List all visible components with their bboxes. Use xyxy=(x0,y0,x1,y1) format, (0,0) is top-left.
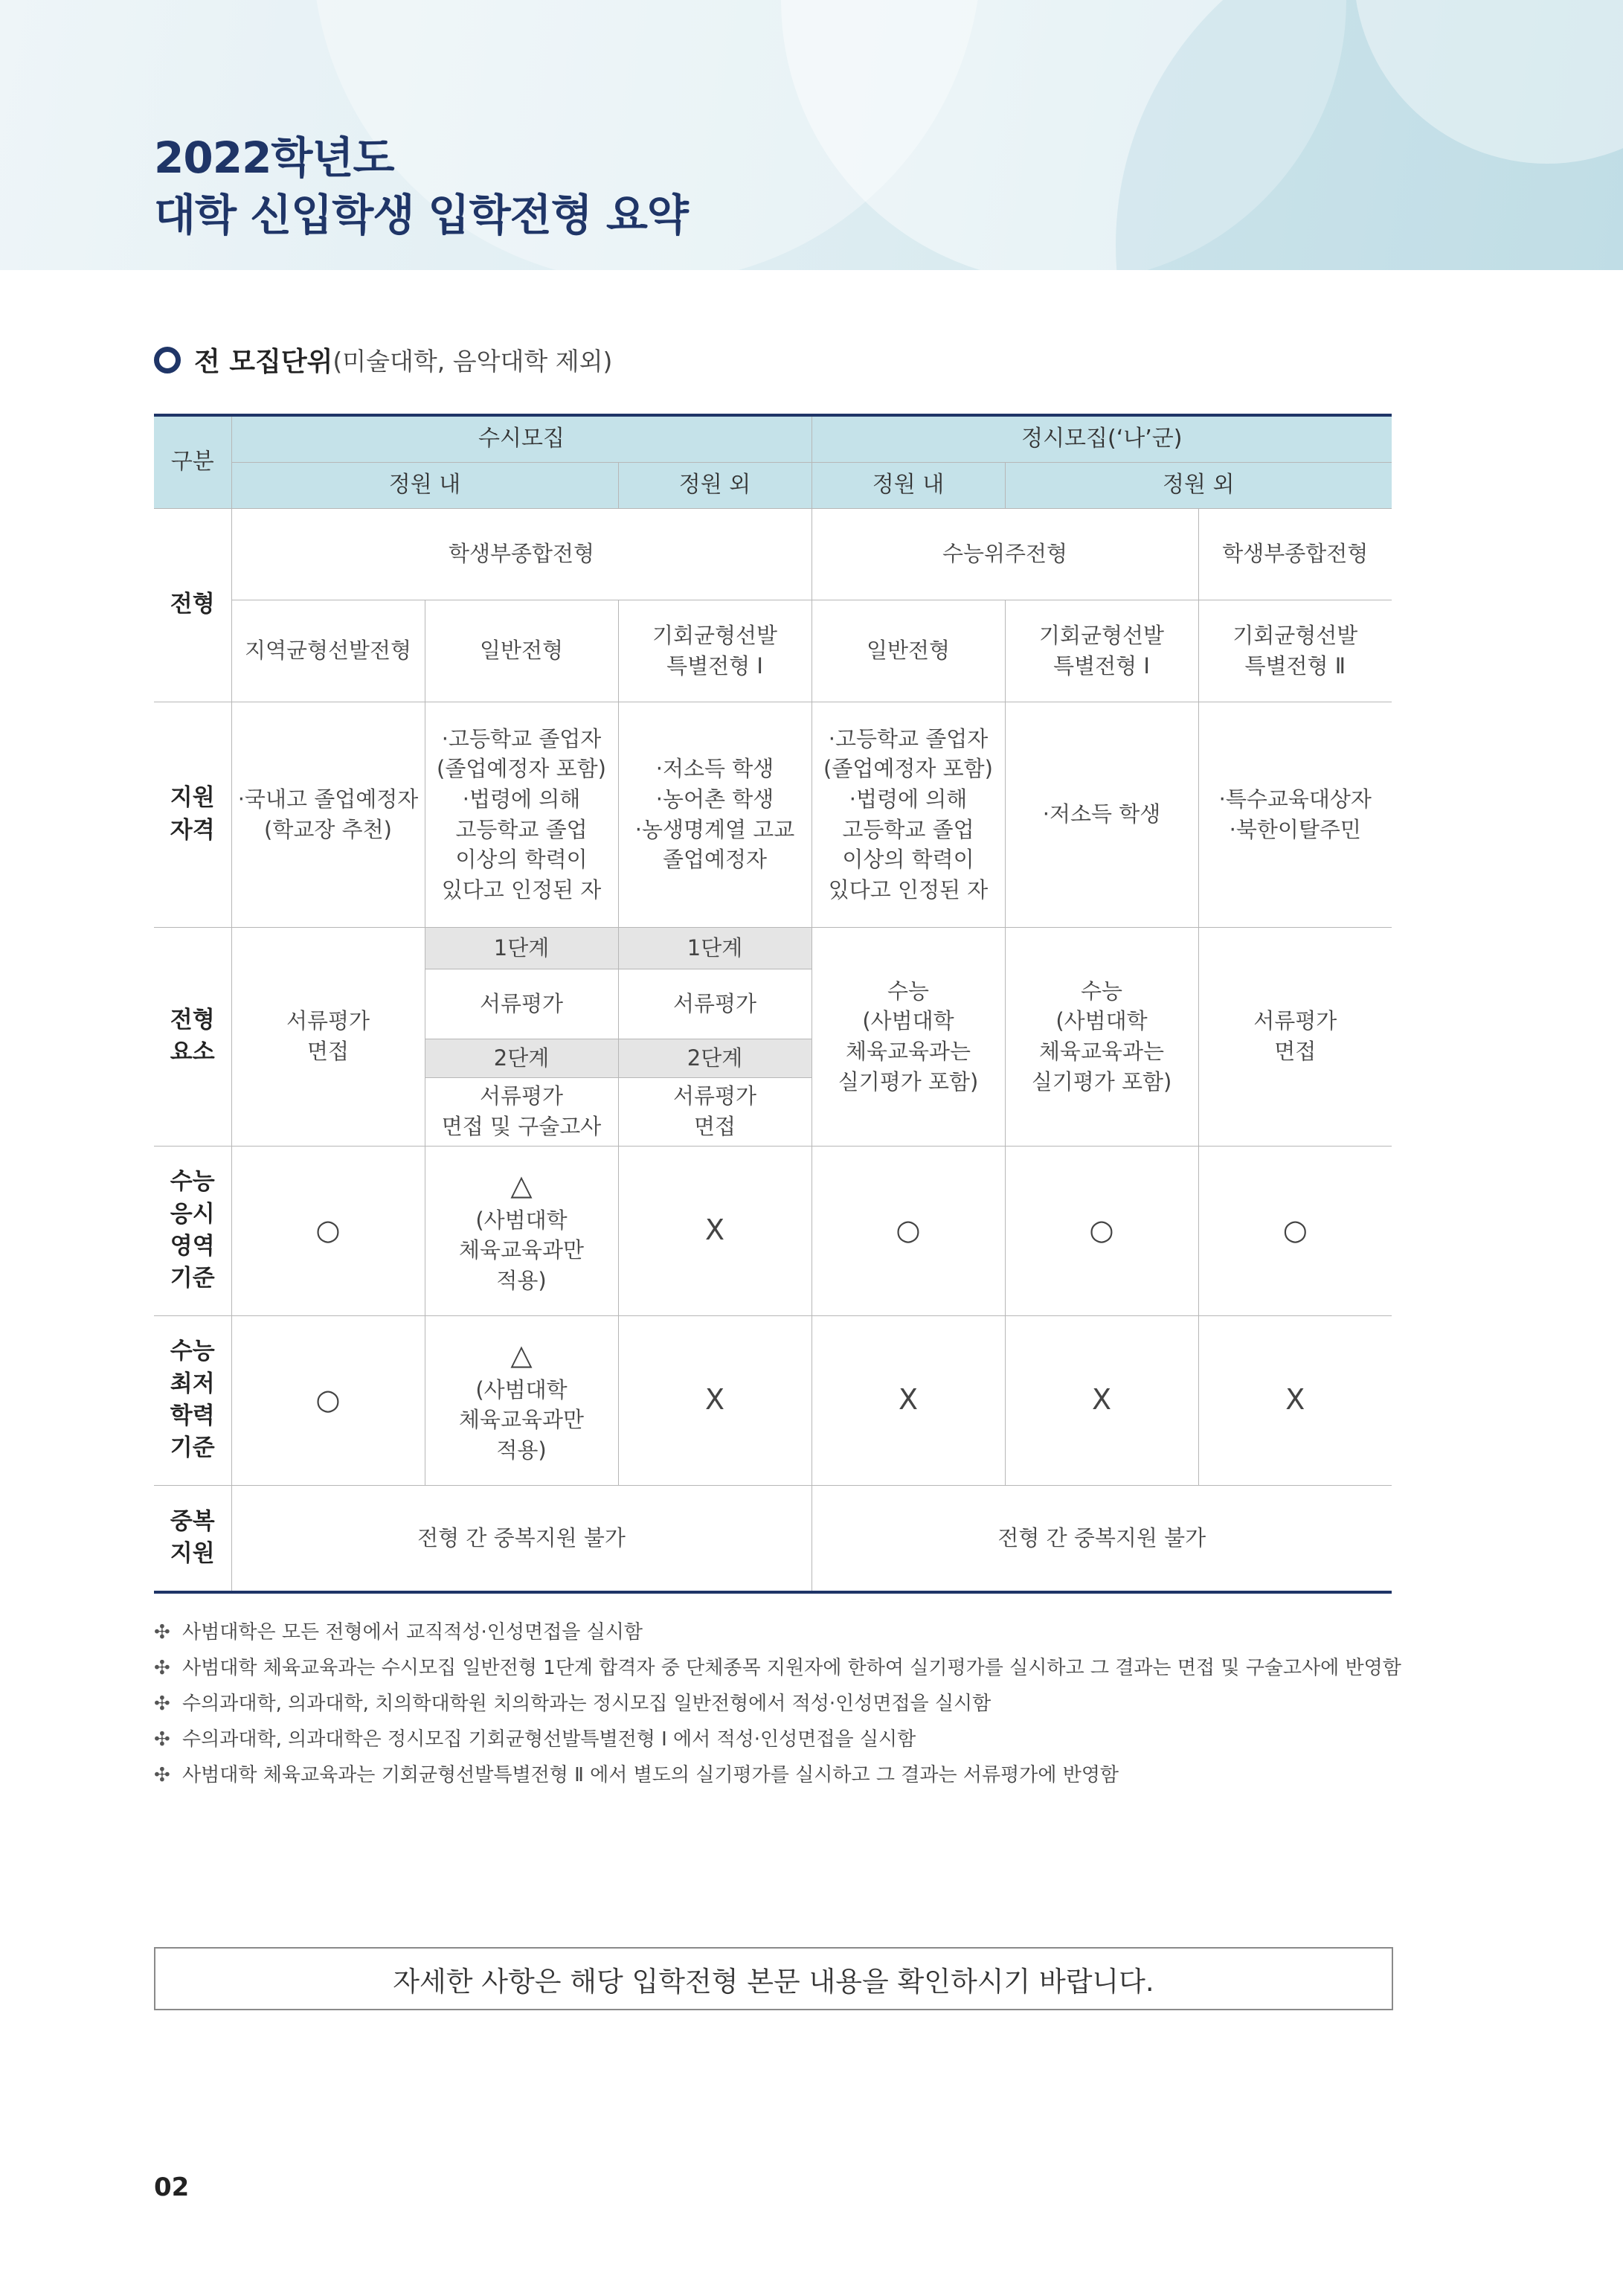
csat-min-cell xyxy=(1005,1315,1198,1485)
cell-line: ·법령에 의해 xyxy=(462,786,581,812)
cell-line: (졸업예정자 포함) xyxy=(437,756,606,782)
cell-line: 고등학교 졸업 xyxy=(842,816,974,842)
stage-label: 2단계 xyxy=(425,1039,618,1077)
jeongsi-header: 정시모집(‘나’군) xyxy=(812,415,1392,462)
cell-line: ·법령에 의해 xyxy=(849,786,968,812)
eligibility-cell xyxy=(425,702,618,927)
cell-line: 있다고 인정된 자 xyxy=(441,876,602,902)
cell-line: 이상의 학력이 xyxy=(455,847,588,873)
cell-line: 전형 xyxy=(170,1006,215,1033)
quota-out-header: 정원 외 xyxy=(1005,462,1392,508)
elements-cell xyxy=(1198,927,1392,1146)
page-title: 대학 신입학생 입학전형 요약 xyxy=(154,190,688,240)
cell-line: 기준 xyxy=(170,1265,215,1292)
row-label-eligibility xyxy=(154,702,231,927)
row-label-duplicate xyxy=(154,1485,231,1592)
csat-area-cell xyxy=(812,1146,1005,1315)
elements-cell xyxy=(812,927,1005,1146)
csat-area-cell xyxy=(618,1146,812,1315)
cell-line: 면접 xyxy=(1274,1039,1317,1064)
cell-line: 자격 xyxy=(170,816,215,844)
type-cell xyxy=(425,600,618,702)
cell-line: ○ xyxy=(1282,1213,1308,1247)
footnote-text: 수의과대학, 의과대학, 치의학대학원 치의학과는 정시모집 일반전형에서 적성·인성면접을 실시함 xyxy=(182,1693,992,1715)
footnote xyxy=(154,1722,1401,1757)
type-cell xyxy=(812,600,1005,702)
footnotes xyxy=(154,1614,1401,1793)
cell-line: 기준 xyxy=(170,1434,215,1462)
cell-line: ·농어촌 학생 xyxy=(655,786,774,812)
footnote-text: 사범대학 체육교육과는 기회균형선발특별전형 Ⅱ 에서 별도의 실기평가를 실시하고 그 결과는 서류평가에 반영함 xyxy=(182,1764,1119,1786)
cell-line: 특별전형 Ⅱ xyxy=(1244,652,1346,679)
csat-area-cell xyxy=(1005,1146,1198,1315)
notice-text: 자세한 사항은 해당 입학전형 본문 내용을 확인하시기 바랍니다. xyxy=(393,1965,1154,1998)
type-group: 학생부종합전형 xyxy=(231,508,812,600)
csat-area-cell xyxy=(231,1146,425,1315)
cell-line: ·특수교육대상자 xyxy=(1218,786,1372,812)
row-label-csat-min xyxy=(154,1315,231,1485)
eligibility-cell xyxy=(618,702,812,927)
footnote xyxy=(154,1614,1401,1650)
cell-line: X xyxy=(704,1213,725,1247)
cell-line: 있다고 인정된 자 xyxy=(828,876,989,902)
cross-bullet-icon: ✣ xyxy=(154,1728,170,1751)
row-label-csat-area xyxy=(154,1146,231,1315)
elements-cell xyxy=(618,1077,812,1146)
cell-line: ·북한이탈주민 xyxy=(1229,816,1361,842)
header-row xyxy=(154,415,1392,462)
cell-line: ○ xyxy=(315,1383,341,1417)
elements-row xyxy=(154,927,1392,969)
cell-line: 기회균형선발 xyxy=(1038,622,1165,648)
row-label-type: 전형 xyxy=(154,508,231,702)
type-row xyxy=(154,600,1392,702)
cell-line: 실기평가 포함) xyxy=(838,1068,979,1094)
csat-area-row xyxy=(154,1146,1392,1315)
cell-line: X xyxy=(704,1383,725,1417)
duplicate-cell: 전형 간 중복지원 불가 xyxy=(231,1485,812,1592)
footnote xyxy=(154,1686,1401,1722)
csat-area-cell xyxy=(1198,1146,1392,1315)
cell-line: 면접 xyxy=(693,1114,736,1139)
type-group-row xyxy=(154,508,1392,600)
cell-line: (사범대학 xyxy=(862,1008,954,1034)
cell-line: 수능 xyxy=(170,1168,215,1196)
susi-header: 수시모집 xyxy=(231,415,812,462)
cell-line: 기회균형선발 xyxy=(1232,622,1358,648)
elements-cell xyxy=(1005,927,1198,1146)
cell-line: 이상의 학력이 xyxy=(842,847,974,873)
cell-line: 서류평가 xyxy=(286,1008,370,1034)
circle-bullet-icon xyxy=(154,347,181,373)
cell-line: 응시 xyxy=(170,1200,215,1228)
cell-line: 중복 xyxy=(170,1507,215,1535)
notice-box xyxy=(154,1947,1393,2010)
eligibility-row xyxy=(154,702,1392,927)
cell-line: 면접 xyxy=(306,1039,350,1064)
section-subtitle: (미술대학, 음악대학 제외) xyxy=(332,347,613,376)
footnote-text: 수의과대학, 의과대학은 정시모집 기회균형선발특별전형 Ⅰ 에서 적성·인성면접을 실시함 xyxy=(182,1728,916,1751)
cell-line: 지원 xyxy=(170,1540,215,1568)
type-cell xyxy=(231,600,425,702)
csat-min-cell xyxy=(812,1315,1005,1485)
eligibility-cell xyxy=(1005,702,1198,927)
cell-line: △ xyxy=(510,1168,533,1202)
csat-min-cell xyxy=(231,1315,425,1485)
cell-line: (졸업예정자 포함) xyxy=(823,756,993,782)
cell-line: 영역 xyxy=(170,1233,215,1260)
cell-line: 수능 xyxy=(170,1338,215,1365)
cell-line: 실기평가 포함) xyxy=(1031,1068,1172,1094)
eligibility-cell xyxy=(231,702,425,927)
duplicate-row xyxy=(154,1485,1392,1592)
cell-line: 일반전형 xyxy=(866,638,951,664)
cell-line: 최저 xyxy=(170,1370,215,1397)
cell-line: ·고등학교 졸업자 xyxy=(441,725,602,751)
cell-line: 수능 xyxy=(1081,978,1123,1004)
cell-line: 기회균형선발 xyxy=(652,622,778,648)
cell-line: 수능 xyxy=(887,978,930,1004)
cell-line: △ xyxy=(510,1338,533,1371)
cell-line: ·저소득 학생 xyxy=(1042,801,1161,827)
cell-line: 지역균형선발전형 xyxy=(244,638,412,664)
cell-line: 체육교육과는 xyxy=(845,1039,971,1064)
cross-bullet-icon: ✣ xyxy=(154,1764,170,1786)
quota-row xyxy=(154,462,1392,508)
csat-min-row xyxy=(154,1315,1392,1485)
cell-line: ·국내고 졸업예정자 xyxy=(237,786,419,812)
quota-out-header: 정원 외 xyxy=(618,462,812,508)
csat-min-cell xyxy=(618,1315,812,1485)
cell-line: 졸업예정자 xyxy=(662,847,768,873)
footnote xyxy=(154,1650,1401,1686)
cross-bullet-icon: ✣ xyxy=(154,1657,170,1679)
cell-line: 요소 xyxy=(170,1039,215,1065)
cell-line: 서류평가 xyxy=(479,1083,564,1109)
elements-cell xyxy=(425,969,618,1039)
duplicate-cell: 전형 간 중복지원 불가 xyxy=(812,1485,1392,1592)
stage-label: 1단계 xyxy=(618,927,812,969)
cell-line: (사범대학 xyxy=(475,1207,568,1233)
cell-line: (사범대학 xyxy=(1055,1008,1148,1034)
stage-label: 1단계 xyxy=(425,927,618,969)
type-group: 학생부종합전형 xyxy=(1198,508,1392,600)
type-cell xyxy=(1005,600,1198,702)
footnote-text: 사범대학 체육교육과는 수시모집 일반전형 1단계 합격자 중 단체종목 지원자에 한하여 실기평가를 실시하고 그 결과는 면접 및 구술고사에 반영함 xyxy=(182,1657,1401,1679)
cell-line: X xyxy=(1285,1383,1305,1417)
elements-cell xyxy=(231,927,425,1146)
elements-cell xyxy=(425,1077,618,1146)
cell-line: 서류평가 xyxy=(672,990,757,1016)
section-title: 전 모집단위 xyxy=(194,347,333,377)
cell-line: 적용) xyxy=(496,1437,547,1463)
csat-min-cell xyxy=(425,1315,618,1485)
cell-line: 체육교육과만 xyxy=(458,1237,585,1263)
cell-line: 체육교육과만 xyxy=(458,1407,585,1433)
cell-line: (사범대학 xyxy=(475,1376,568,1402)
cell-line: 체육교육과는 xyxy=(1038,1039,1165,1064)
footnote xyxy=(154,1757,1401,1793)
cell-line: ·고등학교 졸업자 xyxy=(828,725,989,751)
cell-line: ○ xyxy=(1089,1213,1114,1247)
cell-line: 서류평가 xyxy=(672,1083,757,1109)
cell-line: ○ xyxy=(315,1213,341,1247)
cross-bullet-icon: ✣ xyxy=(154,1693,170,1715)
page-title-year: 2022학년도 xyxy=(154,132,394,183)
cell-line: 특별전형 Ⅰ xyxy=(1053,652,1150,679)
eligibility-cell xyxy=(1198,702,1392,927)
csat-min-cell xyxy=(1198,1315,1392,1485)
cell-line: 특별전형 Ⅰ xyxy=(666,652,763,679)
cell-line: 학력 xyxy=(170,1402,215,1429)
cell-line: X xyxy=(898,1383,919,1417)
cell-line: 고등학교 졸업 xyxy=(455,816,588,842)
cell-line: 지원 xyxy=(170,784,215,812)
page-number: 02 xyxy=(154,2172,190,2202)
row-label-elements xyxy=(154,927,231,1146)
cell-line: 일반전형 xyxy=(479,638,564,664)
elements-cell xyxy=(618,969,812,1039)
cell-line: ○ xyxy=(896,1213,921,1247)
cell-line: 면접 및 구술고사 xyxy=(441,1114,602,1139)
cell-line: ·농생명계열 고교 xyxy=(634,816,795,842)
csat-area-cell xyxy=(425,1146,618,1315)
footnote-text: 사범대학은 모든 전형에서 교직적성·인성면접을 실시함 xyxy=(182,1621,643,1644)
type-cell xyxy=(618,600,812,702)
cell-line: X xyxy=(1091,1383,1112,1417)
cell-line: 서류평가 xyxy=(479,990,564,1016)
eligibility-cell xyxy=(812,702,1005,927)
admission-summary-table xyxy=(154,414,1392,1594)
cell-line: 서류평가 xyxy=(1253,1008,1337,1034)
quota-in-header: 정원 내 xyxy=(231,462,618,508)
cell-line: (학교장 추천) xyxy=(264,816,392,842)
stage-label: 2단계 xyxy=(618,1039,812,1077)
type-cell xyxy=(1198,600,1392,702)
type-group: 수능위주전형 xyxy=(812,508,1198,600)
quota-in-header: 정원 내 xyxy=(812,462,1005,508)
cross-bullet-icon: ✣ xyxy=(154,1621,170,1644)
section-heading xyxy=(154,341,612,379)
cell-line: 적용) xyxy=(496,1267,547,1293)
col-header: 구분 xyxy=(154,415,231,508)
cell-line: ·저소득 학생 xyxy=(655,756,774,782)
